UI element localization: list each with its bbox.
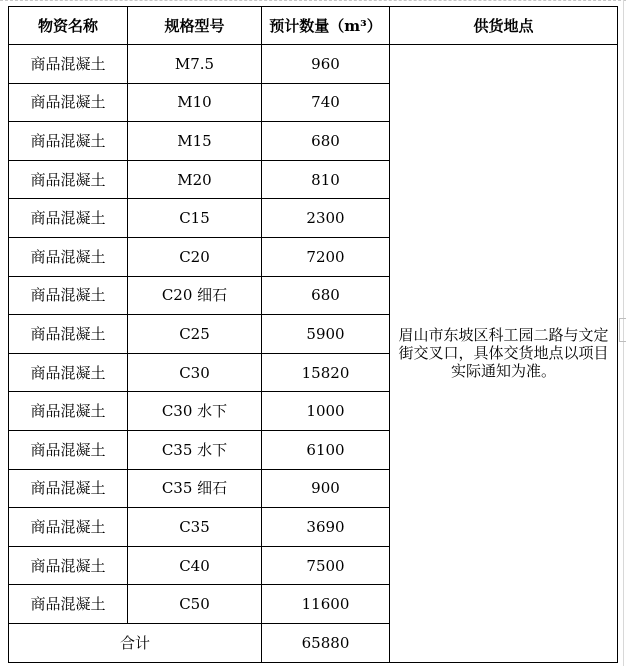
cell-location: 眉山市东坡区科工园二路与文定街交叉口，具体交货地点以项目实际通知为准。 <box>390 45 618 663</box>
cell-spec: C50 <box>128 585 262 624</box>
cell-material: 商品混凝土 <box>9 469 128 508</box>
cell-quantity: 1000 <box>262 392 390 431</box>
cell-quantity: 7500 <box>262 546 390 585</box>
total-value: 65880 <box>262 623 390 662</box>
supply-table <box>8 6 618 663</box>
cell-spec: C25 <box>128 315 262 354</box>
cell-quantity: 680 <box>262 122 390 161</box>
header-material: 物资名称 <box>9 7 128 45</box>
header-quantity: 预计数量（m³） <box>262 7 390 45</box>
cell-material: 商品混凝土 <box>9 160 128 199</box>
cell-spec: M7.5 <box>128 45 262 84</box>
cell-quantity: 11600 <box>262 585 390 624</box>
table-row <box>9 45 618 84</box>
cell-material: 商品混凝土 <box>9 45 128 84</box>
table-body <box>9 45 618 663</box>
header-row <box>9 7 618 45</box>
cell-spec: M20 <box>128 160 262 199</box>
cell-quantity: 740 <box>262 83 390 122</box>
cell-material: 商品混凝土 <box>9 585 128 624</box>
cell-spec: C30 水下 <box>128 392 262 431</box>
cell-quantity: 6100 <box>262 430 390 469</box>
header-spec: 规格型号 <box>128 7 262 45</box>
cell-material: 商品混凝土 <box>9 237 128 276</box>
cell-material: 商品混凝土 <box>9 276 128 315</box>
cell-quantity: 7200 <box>262 237 390 276</box>
cell-spec: C35 细石 <box>128 469 262 508</box>
cell-material: 商品混凝土 <box>9 508 128 547</box>
cell-spec: C35 水下 <box>128 430 262 469</box>
cell-spec: C35 <box>128 508 262 547</box>
cell-material: 商品混凝土 <box>9 122 128 161</box>
cell-material: 商品混凝土 <box>9 392 128 431</box>
cell-spec: M15 <box>128 122 262 161</box>
cell-material: 商品混凝土 <box>9 83 128 122</box>
cell-material: 商品混凝土 <box>9 199 128 238</box>
cell-material: 商品混凝土 <box>9 430 128 469</box>
cell-quantity: 810 <box>262 160 390 199</box>
header-location: 供货地点 <box>390 7 618 45</box>
margin-marker <box>619 318 626 342</box>
cell-quantity: 5900 <box>262 315 390 354</box>
cell-spec: C30 <box>128 353 262 392</box>
cell-quantity: 2300 <box>262 199 390 238</box>
cell-material: 商品混凝土 <box>9 546 128 585</box>
cell-spec: M10 <box>128 83 262 122</box>
page-top-edge <box>0 0 626 3</box>
cell-spec: C20 <box>128 237 262 276</box>
cell-quantity: 900 <box>262 469 390 508</box>
cell-quantity: 3690 <box>262 508 390 547</box>
cell-quantity: 960 <box>262 45 390 84</box>
cell-spec: C40 <box>128 546 262 585</box>
cell-material: 商品混凝土 <box>9 353 128 392</box>
cell-quantity: 15820 <box>262 353 390 392</box>
total-label: 合计 <box>9 623 262 662</box>
cell-material: 商品混凝土 <box>9 315 128 354</box>
cell-spec: C20 细石 <box>128 276 262 315</box>
cell-spec: C15 <box>128 199 262 238</box>
cell-quantity: 680 <box>262 276 390 315</box>
